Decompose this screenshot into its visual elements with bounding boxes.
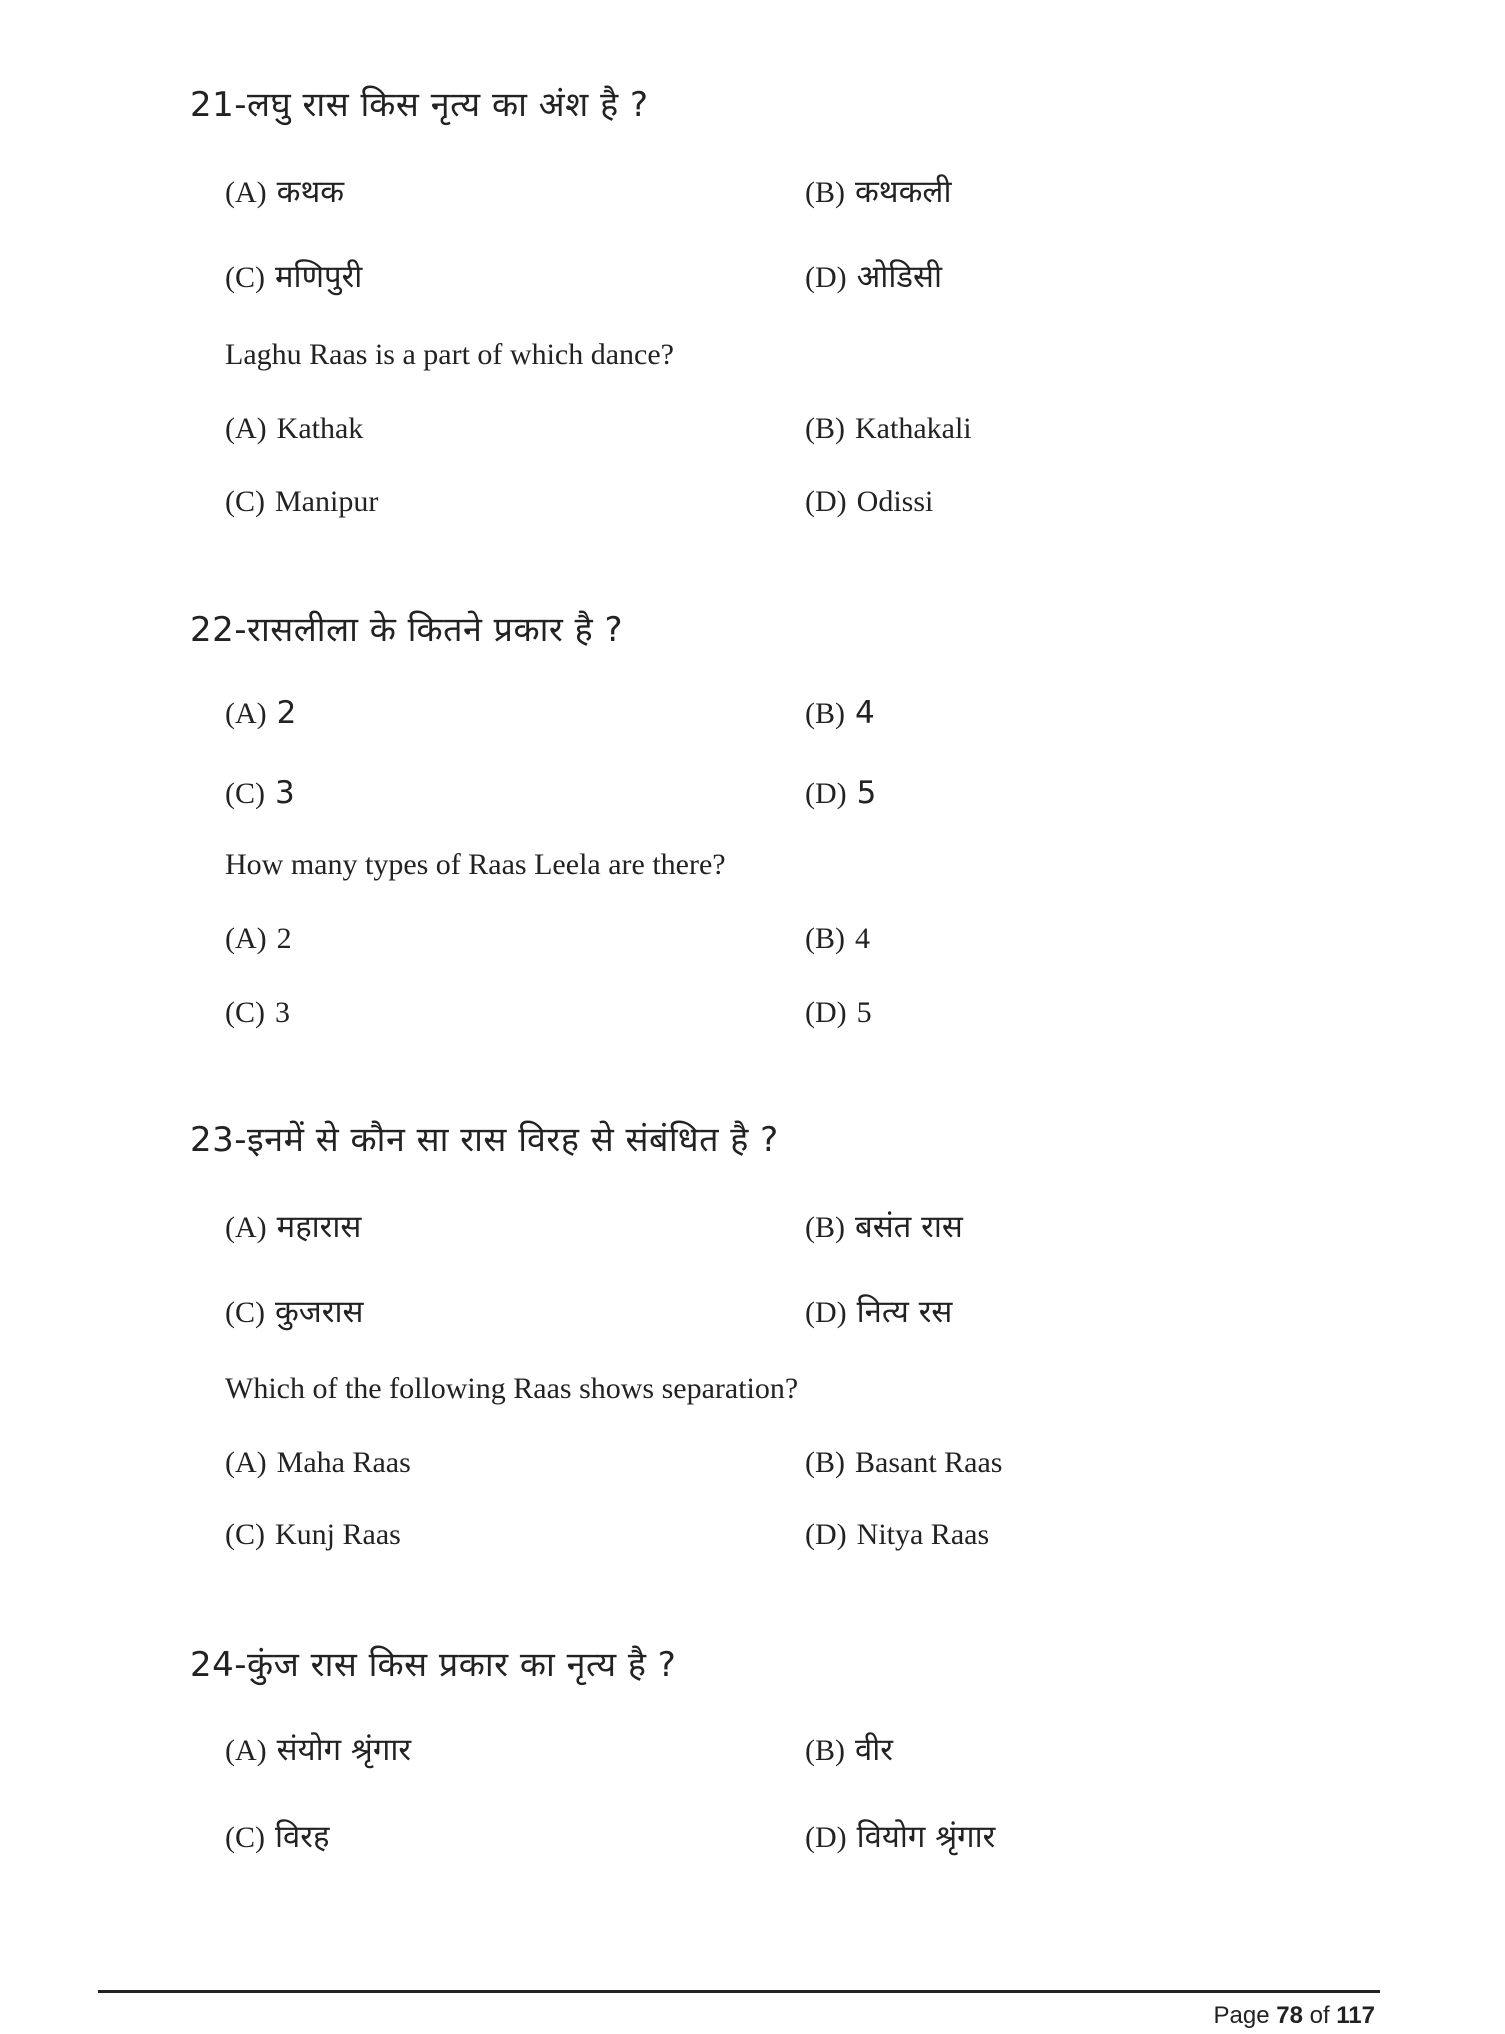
option-label: (B) bbox=[805, 176, 845, 209]
option-label: (C) bbox=[225, 1821, 265, 1854]
question-22-hindi: 22-रासलीला के कितने प्रकार है ? bbox=[190, 610, 624, 650]
option-label: (B) bbox=[805, 1734, 845, 1767]
q22-hindi-option-c bbox=[225, 775, 295, 811]
option-text: महारास bbox=[276, 1209, 362, 1245]
question-24-hindi: 24-कुंज रास किस प्रकार का नृत्य है ? bbox=[190, 1645, 677, 1685]
q23-hindi-option-a bbox=[225, 1205, 361, 1247]
q23-hindi-option-c bbox=[225, 1290, 363, 1332]
option-text: वीर bbox=[855, 1732, 893, 1768]
option-label: (C) bbox=[225, 1518, 265, 1551]
q21-english-option-b bbox=[805, 412, 972, 446]
option-label: (B) bbox=[805, 697, 845, 730]
option-text: कथक bbox=[276, 174, 345, 210]
option-text: कुजरास bbox=[275, 1294, 364, 1330]
option-label: (B) bbox=[805, 1211, 845, 1244]
q22-english-option-c bbox=[225, 996, 290, 1030]
total-pages: 117 bbox=[1336, 2002, 1375, 2029]
option-text: Nitya Raas bbox=[856, 1518, 990, 1551]
page-footer bbox=[1213, 2002, 1375, 2030]
q21-hindi-option-a bbox=[225, 170, 344, 212]
option-text: ओडिसी bbox=[856, 259, 942, 295]
option-text: वियोग श्रृंगार bbox=[856, 1819, 996, 1855]
option-label: (A) bbox=[225, 412, 267, 445]
option-text: 3 bbox=[275, 996, 290, 1029]
option-label: (A) bbox=[225, 1734, 267, 1767]
option-label: (C) bbox=[225, 1296, 265, 1329]
q23-hindi-option-d bbox=[805, 1290, 952, 1332]
q21-hindi-option-d bbox=[805, 255, 942, 297]
option-text: Maha Raas bbox=[276, 1446, 411, 1479]
option-text: 4 bbox=[855, 695, 875, 731]
question-23-english: Which of the following Raas shows separation? bbox=[225, 1372, 799, 1405]
option-text: Odissi bbox=[856, 485, 934, 518]
q23-english-option-d bbox=[805, 1518, 989, 1552]
option-label: (A) bbox=[225, 922, 267, 955]
option-label: (C) bbox=[225, 485, 265, 518]
option-label: (A) bbox=[225, 1446, 267, 1479]
q22-hindi-option-a bbox=[225, 695, 296, 731]
option-text: मणिपुरी bbox=[275, 259, 363, 295]
option-text: कथकली bbox=[855, 174, 952, 210]
option-label: (C) bbox=[225, 777, 265, 810]
question-21-english: Laghu Raas is a part of which dance? bbox=[225, 338, 674, 371]
option-label: (B) bbox=[805, 412, 845, 445]
option-label: (C) bbox=[225, 996, 265, 1029]
q21-hindi-option-c bbox=[225, 255, 362, 297]
option-text: 5 bbox=[856, 775, 877, 811]
question-22-english: How many types of Raas Leela are there? bbox=[225, 848, 726, 881]
question-23-hindi: 23-इनमें से कौन सा रास विरह से संबंधित है ? bbox=[190, 1120, 779, 1160]
option-text: नित्य रस bbox=[856, 1294, 953, 1330]
option-label: (D) bbox=[805, 1821, 847, 1854]
q22-hindi-option-d bbox=[805, 775, 876, 811]
page-word: Page bbox=[1213, 2002, 1270, 2029]
q21-hindi-option-b bbox=[805, 170, 951, 212]
option-label: (D) bbox=[805, 777, 847, 810]
option-text: Kunj Raas bbox=[275, 1518, 401, 1551]
q24-hindi-option-d bbox=[805, 1815, 995, 1857]
option-text: 2 bbox=[276, 695, 297, 731]
q23-english-option-c bbox=[225, 1518, 401, 1552]
page-number: 78 bbox=[1276, 2002, 1303, 2029]
option-text: 2 bbox=[276, 922, 292, 955]
q23-english-option-a bbox=[225, 1446, 411, 1480]
q24-hindi-option-b bbox=[805, 1728, 893, 1770]
footer-divider bbox=[98, 1990, 1380, 1993]
of-word: of bbox=[1309, 2002, 1330, 2029]
option-text: Basant Raas bbox=[855, 1446, 1003, 1479]
option-label: (B) bbox=[805, 922, 845, 955]
q24-hindi-option-a bbox=[225, 1728, 411, 1770]
option-text: विरह bbox=[275, 1819, 330, 1855]
q22-english-option-b bbox=[805, 922, 870, 956]
option-text: 5 bbox=[856, 996, 872, 1029]
question-21-hindi: 21-लघु रास किस नृत्य का अंश है ? bbox=[190, 85, 649, 125]
option-label: (D) bbox=[805, 996, 847, 1029]
option-text: Kathakali bbox=[855, 412, 972, 445]
q21-english-option-a bbox=[225, 412, 363, 446]
option-label: (A) bbox=[225, 1211, 267, 1244]
q24-hindi-option-c bbox=[225, 1815, 329, 1857]
q23-hindi-option-b bbox=[805, 1205, 963, 1247]
option-text: 3 bbox=[275, 775, 295, 811]
q21-english-option-d bbox=[805, 485, 933, 519]
option-text: 4 bbox=[855, 922, 870, 955]
option-label: (D) bbox=[805, 485, 847, 518]
q22-english-option-a bbox=[225, 922, 292, 956]
option-label: (B) bbox=[805, 1446, 845, 1479]
option-text: Kathak bbox=[276, 412, 364, 445]
option-label: (D) bbox=[805, 261, 847, 294]
option-label: (D) bbox=[805, 1296, 847, 1329]
option-label: (A) bbox=[225, 176, 267, 209]
q21-english-option-c bbox=[225, 485, 378, 519]
option-label: (C) bbox=[225, 261, 265, 294]
option-text: संयोग श्रृंगार bbox=[276, 1732, 412, 1768]
option-text: बसंत रास bbox=[855, 1209, 963, 1245]
q22-english-option-d bbox=[805, 996, 872, 1030]
q23-english-option-b bbox=[805, 1446, 1002, 1480]
q22-hindi-option-b bbox=[805, 695, 875, 731]
option-text: Manipur bbox=[275, 485, 379, 518]
option-label: (D) bbox=[805, 1518, 847, 1551]
option-label: (A) bbox=[225, 697, 267, 730]
